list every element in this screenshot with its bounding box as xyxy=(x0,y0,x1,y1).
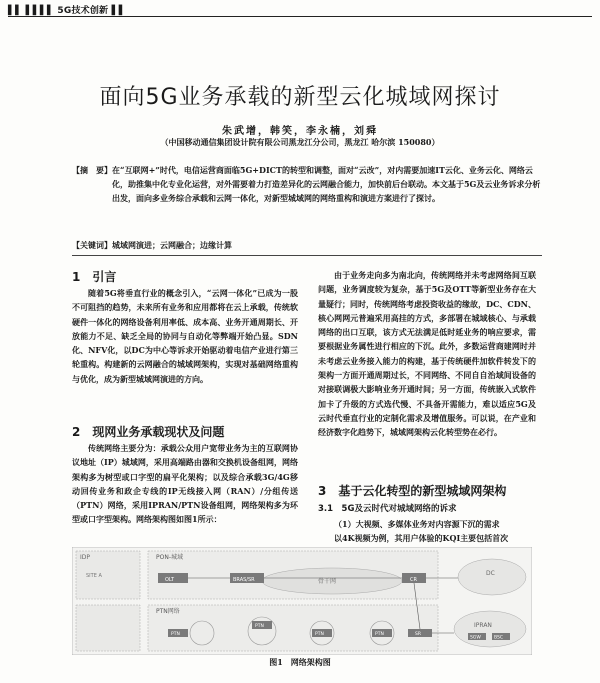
article-title: 面向5G业务承载的新型云化城域网探讨 xyxy=(99,85,501,110)
right-column-body xyxy=(318,268,536,440)
section-3-heading: 3 基于云化转型的新型城域网架构 xyxy=(318,484,507,498)
section-3-1-body xyxy=(318,517,536,546)
backbone-label: 骨干网 xyxy=(318,578,337,585)
olt-label: OLT xyxy=(165,577,175,583)
section-1-heading: 1 引言 xyxy=(72,270,117,284)
journal-column-header: ▌▌ ▌▌▌▌ 5G技术创新 ▌▌ xyxy=(8,6,126,16)
section-3-1-item: （1）大视频、多媒体业务对内容源下沉的需求 xyxy=(334,519,500,529)
dc-label: DC xyxy=(486,570,495,577)
ptn-region xyxy=(148,605,438,651)
right-column-paragraph: 由于业务走向多为南北向，传统网络并未考虑网络间互联问题，业务调度较为复杂，基于5G及OTT等新型业务存在大量疑行；同时，传统网络考虑投资收益的缘故，DC、CDN、核心网网元普遍采用高挂的方式，多部署在城域核心、与承载网络的出口互联，该方式无法满足低时延业务的响应要求，需要根据业务属性进行相应的下沉。此外，多数运营商建网时并未考虑云业务接入能力的构建，基于传统硬件加软件转发下的架构一方面开通周期过长，不同网络、不同自自治域间设备的对接联调极大影响业务开通时间；另一方面，传统嵌入式软件加卡了升级的方式选代慢、不具备开需能力，难以适应5G及云时代垂直行业的定制化需求及增值服务。可以说，在产业和经济数字化趋势下，城域网架构云化转型势在必行。 xyxy=(318,270,536,438)
bras-label: BRAS/SR xyxy=(233,577,255,583)
idp-region-lower xyxy=(76,605,140,651)
ptn-node-1-label: PTN xyxy=(171,632,180,637)
figure-caption: 图1 网络架构图 xyxy=(269,657,331,667)
ptn-node-3-label: PTN xyxy=(315,632,324,637)
section-1-paragraph: 随着5G将垂直行业的概念引入，“云网一体化”已成为一股不可阻挡的趋势，未来所有业务和应用都将在云上承载，传统软硬件一体化的网络设备利用率低、成本高、业务开通周期长、开放能力不足、缺乏全局的协同与自动化等弊端开始凸显。SDN化、NFV化，以DC为中心等诉求开始驱动着电信产业进行第三轮重构。构建新的云网融合的城域网架构，实现对基础网络重构与优化，成为新型城域网演进的方向。 xyxy=(72,288,298,384)
ipran-label: IPRAN xyxy=(474,622,492,629)
ptn-node-4-label: PTN xyxy=(375,632,384,637)
cr-label: CR xyxy=(410,577,417,583)
keywords-text: 城域网演进；云网融合；边缘计算 xyxy=(112,240,232,250)
keywords xyxy=(72,240,542,252)
section-2-paragraph: 传统网络主要分为：承载公众用户宽带业务为主的互联网协议地址（IP）城域网，采用高端路由器和交换机设备组网，网络架构多为树型或口字型的扁平化架构；以及综合承载3G/4G移动回传业务和政企专线的IP无线接入网（RAN）/分组传送（PTN）网络，采用IPRAN/PTN设备组网，网络架构多为环型或口字型架构。网络架构图如图1所示： xyxy=(72,443,298,525)
header-rule xyxy=(8,16,592,17)
pon-region-label: PON-城域 xyxy=(156,554,183,561)
authors: 朱武增，韩笑，李永楠，刘舜 xyxy=(222,126,378,137)
abstract-text: 在“互联网+”时代，电信运营商面临5G+DICT的转型和调整，面对“云改”，对内需要加速IT云化、业务云化、网络云化，助推集中化专业化运营，对外需要着力打造差异化的云网融合能力，加快前后台联动。本文基于5G及云业务诉求分析出发，面向多业务综合承载和云网一体化，对新型城域网的网络重构和演进方案进行了探讨。 xyxy=(112,165,541,203)
sgw-label: SGW xyxy=(470,635,481,641)
section-2-body xyxy=(72,441,298,527)
section-2-heading: 2 现网业务承载现状及问题 xyxy=(72,425,225,439)
section-1-body xyxy=(72,286,298,386)
network-architecture-figure xyxy=(72,547,532,655)
bsc-label: BSC xyxy=(494,635,504,641)
ptn-region-label: PTN网络 xyxy=(156,608,180,615)
abstract-tag: 【摘 要】 xyxy=(72,165,112,175)
ipran-cloud xyxy=(454,611,526,647)
abstract-rule xyxy=(72,255,542,256)
dc-cloud xyxy=(458,559,526,595)
sr-label: SR xyxy=(415,632,421,637)
abstract xyxy=(72,163,542,235)
affiliation: （中国移动通信集团设计院有限公司黑龙江分公司，黑龙江 哈尔滨 150080） xyxy=(160,137,440,147)
site-label: SITE A xyxy=(86,573,102,579)
section-3-1-heading: 3.1 5G及云时代对城域网络的诉求 xyxy=(318,504,457,514)
ptn-node-2-label: PTN xyxy=(255,624,264,629)
keywords-tag: 【关键词】 xyxy=(72,240,112,250)
section-3-1-item-cont: 以4K视频为例，其用户体验的KQI主要包括首次 xyxy=(334,533,509,544)
idp-label: IDP xyxy=(80,554,91,561)
